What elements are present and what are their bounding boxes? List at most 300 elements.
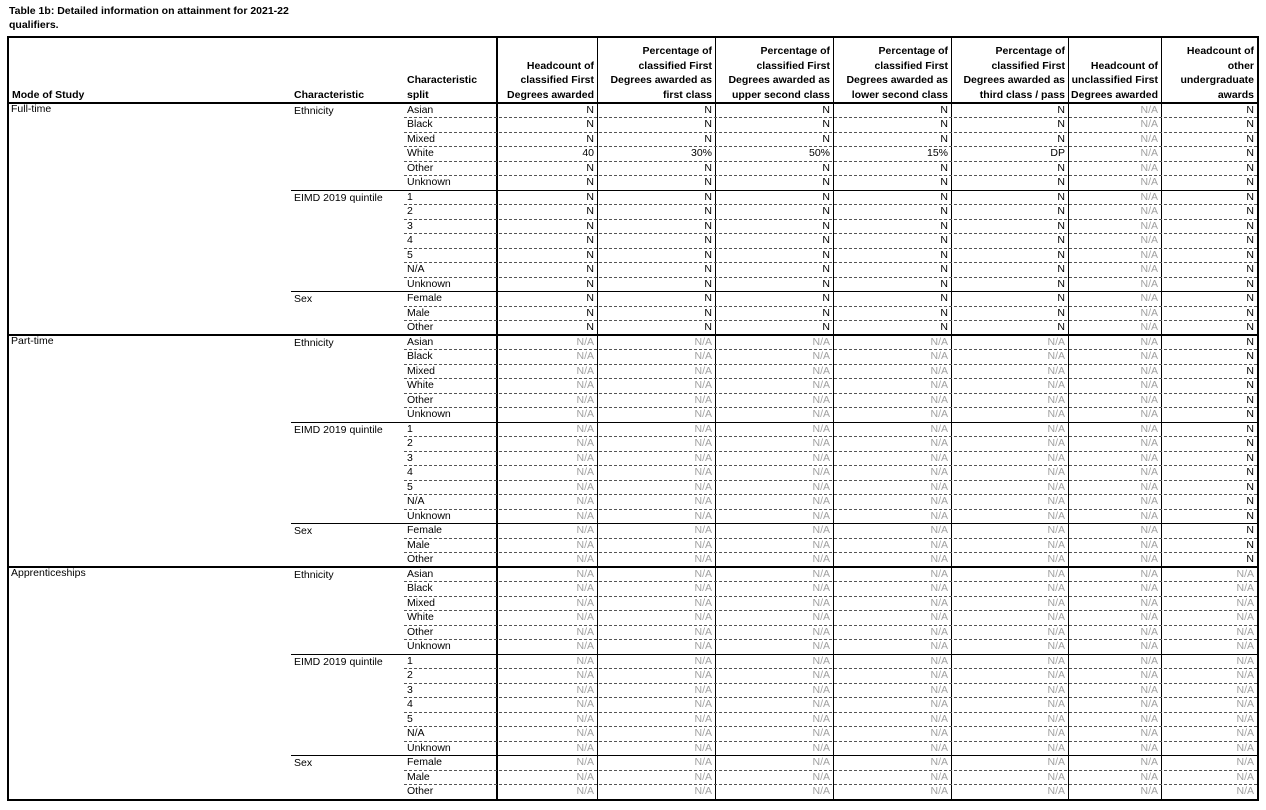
characteristic-label: Ethnicity [294,568,334,581]
characteristic-split-cell: 2 [407,205,413,218]
value-cell: N [1057,161,1065,174]
value-cell: N/A [576,654,594,667]
value-cell: N/A [1047,567,1065,580]
value-cell: N/A [930,451,948,464]
table-row [9,567,1257,581]
value-cell: N/A [812,770,830,783]
value-cell: N/A [694,727,712,740]
value-cell: N/A [930,669,948,682]
value-cell: N/A [812,437,830,450]
value-cell: N [1246,422,1254,435]
value-cell: N/A [1047,625,1065,638]
value-cell: N/A [1140,147,1158,160]
value-cell: N/A [694,379,712,392]
value-cell: N [1246,466,1254,479]
table-row [9,204,1257,218]
value-cell: N/A [930,785,948,798]
characteristic-label: Ethnicity [294,105,334,117]
value-cell: N/A [694,538,712,551]
value-cell: N/A [812,785,830,798]
column-header: Headcount of other undergraduate awards [1180,45,1254,101]
value-cell: N/A [1047,596,1065,609]
column-header: Percentage of classified First Degrees awarded as third class / pass [963,45,1065,101]
value-cell: N [1246,509,1254,522]
value-cell: N/A [930,393,948,406]
value-cell: N/A [1236,596,1254,609]
value-cell: N/A [930,466,948,479]
characteristic-split-cell: 3 [407,683,413,696]
value-cell: N/A [1236,567,1254,580]
value-cell: N/A [930,712,948,725]
column-header: Headcount of unclassified First Degrees awarded [1071,59,1158,101]
table-row [9,364,1257,378]
value-cell: N/A [1047,611,1065,624]
value-cell: N/A [1140,625,1158,638]
column-header: Characteristic [294,88,365,101]
value-cell: N [1057,104,1065,116]
value-cell: N/A [930,770,948,783]
value-cell: N/A [1047,379,1065,392]
value-cell: N/A [1236,785,1254,798]
table-row [9,596,1257,610]
value-cell: N/A [930,640,948,653]
value-cell: N [1246,524,1254,537]
value-cell: N [704,132,712,145]
value-cell: N [1246,219,1254,232]
value-cell: N/A [576,509,594,522]
value-cell: N/A [812,727,830,740]
value-cell: N/A [1140,509,1158,522]
value-cell: N/A [694,408,712,421]
value-cell: N/A [576,683,594,696]
value-cell: N [1246,234,1254,247]
column-header: Percentage of classified First Degrees awarded as upper second class [728,45,830,101]
value-cell: N [822,277,830,290]
value-cell: N/A [1047,509,1065,522]
value-cell: N [940,161,948,174]
value-cell: N/A [812,451,830,464]
value-cell: N [1246,364,1254,377]
value-cell: N/A [1140,451,1158,464]
value-cell: 40 [582,147,594,160]
column-header: Mode of Study [12,88,85,101]
table-row [9,712,1257,726]
characteristic-split-cell: 3 [407,219,413,232]
value-cell: N/A [576,741,594,754]
value-cell: N/A [1236,640,1254,653]
value-cell: N [822,321,830,334]
value-cell: N [1057,190,1065,203]
value-cell: N/A [812,350,830,363]
value-cell: N [704,219,712,232]
value-cell: N/A [694,654,712,667]
value-cell: N/A [576,770,594,783]
value-cell: N/A [1047,393,1065,406]
value-cell: N/A [1140,104,1158,116]
value-cell: N/A [812,712,830,725]
value-cell: N/A [1140,669,1158,682]
value-cell: N [1057,234,1065,247]
value-cell: N/A [930,582,948,595]
value-cell: N/A [1140,306,1158,319]
value-cell: N/A [694,596,712,609]
value-cell: N/A [1236,712,1254,725]
value-cell: N/A [812,654,830,667]
characteristic-split-cell: Other [407,321,434,334]
value-cell: N/A [576,466,594,479]
value-cell: N [586,263,594,276]
value-cell: N [1057,306,1065,319]
value-cell: N/A [930,509,948,522]
table-row [9,262,1257,276]
value-cell: N [1057,219,1065,232]
value-cell: N [1246,480,1254,493]
value-cell: N [940,205,948,218]
value-cell: N/A [930,437,948,450]
characteristic-split-cell: N/A [407,263,425,276]
value-cell: N [822,190,830,203]
value-cell: N [1057,248,1065,261]
value-cell: N [822,161,830,174]
value-cell: N/A [930,698,948,711]
value-cell: N/A [930,422,948,435]
value-cell: N [704,118,712,131]
value-cell: N/A [694,335,712,348]
value-cell: N/A [930,596,948,609]
value-cell: N/A [1047,553,1065,566]
table-row [9,639,1257,653]
value-cell: N [940,234,948,247]
value-cell: N [1246,306,1254,319]
value-cell: N/A [576,625,594,638]
characteristic-split-cell: Unknown [407,509,451,522]
value-cell: N/A [812,582,830,595]
value-cell: N/A [930,364,948,377]
value-cell: N/A [576,495,594,508]
value-cell: N/A [812,567,830,580]
characteristic-split-cell: Other [407,393,434,406]
value-cell: N/A [1047,524,1065,537]
column-header: Percentage of classified First Degrees awarded as first class [610,45,712,101]
value-cell: N [586,205,594,218]
value-cell: N/A [1140,596,1158,609]
value-cell: N [1057,277,1065,290]
characteristic-label: EIMD 2019 quintile [294,655,383,668]
value-cell: N/A [1236,727,1254,740]
value-cell: N [940,132,948,145]
value-cell: N/A [812,625,830,638]
value-cell: N [940,263,948,276]
value-cell: N/A [1140,132,1158,145]
column-header: Headcount of classified First Degrees awarded [507,59,594,101]
value-cell: N/A [930,654,948,667]
value-cell: N/A [812,611,830,624]
value-cell: N/A [1140,248,1158,261]
value-cell: N [704,248,712,261]
value-cell: N [1246,538,1254,551]
value-cell: N/A [930,683,948,696]
table-row [9,132,1257,146]
value-cell: N/A [812,640,830,653]
characteristic-split-cell: 5 [407,480,413,493]
characteristic-split-cell: Unknown [407,176,451,189]
value-cell: N/A [1047,422,1065,435]
value-cell: N/A [1236,756,1254,769]
table-row [9,422,1257,436]
value-cell: N [940,176,948,189]
table-row [9,668,1257,682]
value-cell: N/A [1236,698,1254,711]
value-cell: N/A [812,596,830,609]
value-cell: N [1246,379,1254,392]
value-cell: N/A [694,509,712,522]
value-cell: N [704,176,712,189]
value-cell: N/A [576,582,594,595]
value-cell: N [822,104,830,116]
value-cell: N/A [694,393,712,406]
table-row [9,451,1257,465]
value-cell: N [586,277,594,290]
value-cell: N/A [812,698,830,711]
table-row [9,349,1257,363]
characteristic-split-cell: 2 [407,669,413,682]
column-header: Percentage of classified First Degrees awarded as lower second class [846,45,948,101]
value-cell: N/A [1236,582,1254,595]
value-cell: N [1246,321,1254,334]
value-cell: N [1057,263,1065,276]
value-cell: N/A [812,495,830,508]
table-row [9,538,1257,552]
table-row [9,509,1257,523]
value-cell: N/A [812,466,830,479]
table-row [9,784,1257,798]
characteristic-split-cell: 4 [407,466,413,479]
characteristic-split-cell: White [407,611,434,624]
value-cell: N/A [576,669,594,682]
value-cell: N/A [1047,582,1065,595]
value-cell: 30% [690,147,712,160]
value-cell: N/A [694,437,712,450]
value-cell: N/A [576,480,594,493]
attainment-table [7,36,1259,801]
characteristic-split-cell: Black [407,582,433,595]
value-cell: N/A [1047,741,1065,754]
table-row [9,277,1257,291]
value-cell: N [704,190,712,203]
value-cell: N [1246,408,1254,421]
characteristic-split-cell: White [407,379,434,392]
value-cell: N/A [576,437,594,450]
value-cell: N/A [576,379,594,392]
value-cell: N/A [812,756,830,769]
value-cell: N [586,292,594,305]
characteristic-split-cell: Female [407,524,443,537]
value-cell: N [1246,176,1254,189]
characteristic-split-cell: Black [407,350,433,363]
value-cell: N/A [576,364,594,377]
value-cell: N/A [1140,770,1158,783]
value-cell: N/A [1140,277,1158,290]
characteristic-split-cell: Female [407,292,443,305]
table-row [9,175,1257,189]
characteristic-split-cell: White [407,147,434,160]
value-cell: N/A [1140,466,1158,479]
value-cell: N [940,292,948,305]
value-cell: N/A [812,524,830,537]
value-cell: N/A [694,669,712,682]
value-cell: N/A [694,785,712,798]
value-cell: N/A [812,408,830,421]
value-cell: N/A [1140,741,1158,754]
table-row [9,770,1257,784]
value-cell: N/A [576,553,594,566]
value-cell: N [1246,118,1254,131]
value-cell: N [586,190,594,203]
value-cell: N [822,176,830,189]
mode-of-study-label: Full-time [11,103,52,115]
value-cell: N [822,234,830,247]
table-row [9,291,1257,305]
characteristic-label: Sex [294,525,313,538]
value-cell: N/A [1236,669,1254,682]
value-cell: N/A [812,741,830,754]
characteristic-split-cell: Unknown [407,277,451,290]
value-cell: N/A [1047,335,1065,348]
characteristic-label: EIMD 2019 quintile [294,191,383,204]
value-cell: N/A [1140,582,1158,595]
characteristic-split-cell: 4 [407,698,413,711]
value-cell: N/A [576,596,594,609]
value-cell: N/A [1140,524,1158,537]
value-cell: N/A [1140,567,1158,580]
value-cell: N/A [1140,422,1158,435]
characteristic-split-cell: Asian [407,567,434,580]
value-cell: N [586,219,594,232]
value-cell: N/A [1236,625,1254,638]
value-cell: N/A [694,611,712,624]
value-cell: N/A [1140,364,1158,377]
value-cell: N [1246,495,1254,508]
table-row [9,436,1257,450]
value-cell: N [1246,104,1254,116]
value-cell: N [940,190,948,203]
table-row [9,378,1257,392]
value-cell: N [1246,263,1254,276]
value-cell: N/A [1140,437,1158,450]
value-cell: N/A [1047,727,1065,740]
value-cell: N [1246,248,1254,261]
value-cell: N/A [930,741,948,754]
characteristic-split-cell: 1 [407,654,413,667]
table-row [9,697,1257,711]
value-cell: N/A [576,524,594,537]
characteristic-split-cell: 4 [407,234,413,247]
value-cell: N [1246,437,1254,450]
value-cell: N [1057,292,1065,305]
table-row [9,625,1257,639]
value-cell: N [1057,132,1065,145]
characteristic-split-cell: Other [407,553,434,566]
value-cell: DP [1050,147,1065,160]
value-cell: N/A [694,770,712,783]
value-cell: N/A [694,683,712,696]
value-cell: N/A [1140,205,1158,218]
value-cell: N/A [930,408,948,421]
value-cell: N [940,104,948,116]
value-cell: N/A [694,480,712,493]
value-cell: N/A [694,582,712,595]
value-cell: N [1246,132,1254,145]
value-cell: N [704,277,712,290]
value-cell: N [822,219,830,232]
value-cell: N [1246,553,1254,566]
characteristic-split-cell: Unknown [407,408,451,421]
value-cell: N [1057,118,1065,131]
characteristic-split-cell: 5 [407,712,413,725]
value-cell: N/A [1236,741,1254,754]
value-cell: N/A [1140,495,1158,508]
value-cell: N/A [1140,756,1158,769]
characteristic-split-cell: N/A [407,495,425,508]
value-cell: N/A [1140,785,1158,798]
table-row [9,306,1257,320]
characteristic-split-cell: Unknown [407,640,451,653]
value-cell: N/A [1140,118,1158,131]
value-cell: N/A [576,335,594,348]
value-cell: N/A [1140,727,1158,740]
table-row [9,726,1257,740]
value-cell: N/A [576,727,594,740]
header-row [9,38,1257,103]
value-cell: N/A [694,451,712,464]
value-cell: N [586,132,594,145]
value-cell: N/A [1140,683,1158,696]
value-cell: N/A [930,727,948,740]
value-cell: N/A [694,524,712,537]
value-cell: N/A [1047,538,1065,551]
value-cell: N [822,205,830,218]
value-cell: N/A [812,538,830,551]
value-cell: N/A [1047,350,1065,363]
characteristic-split-cell: Male [407,770,430,783]
value-cell: N/A [1140,234,1158,247]
value-cell: N/A [930,611,948,624]
characteristic-split-cell: N/A [407,727,425,740]
table-row [9,407,1257,421]
value-cell: N [940,321,948,334]
value-cell: N/A [930,379,948,392]
value-cell: N/A [694,698,712,711]
value-cell: N/A [576,785,594,798]
value-cell: N/A [1236,770,1254,783]
value-cell: N/A [576,698,594,711]
value-cell: N/A [576,756,594,769]
table-row [9,480,1257,494]
mode-of-study-label: Apprenticeships [11,566,86,579]
characteristic-split-cell: Mixed [407,596,436,609]
value-cell: N/A [930,480,948,493]
value-cell: N [586,176,594,189]
value-cell: N/A [1236,683,1254,696]
value-cell: N/A [1047,756,1065,769]
value-cell: N/A [1047,770,1065,783]
value-cell: N/A [694,712,712,725]
characteristic-split-cell: 2 [407,437,413,450]
value-cell: N/A [576,611,594,624]
value-cell: N/A [576,640,594,653]
value-cell: N/A [930,567,948,580]
value-cell: N/A [1140,350,1158,363]
